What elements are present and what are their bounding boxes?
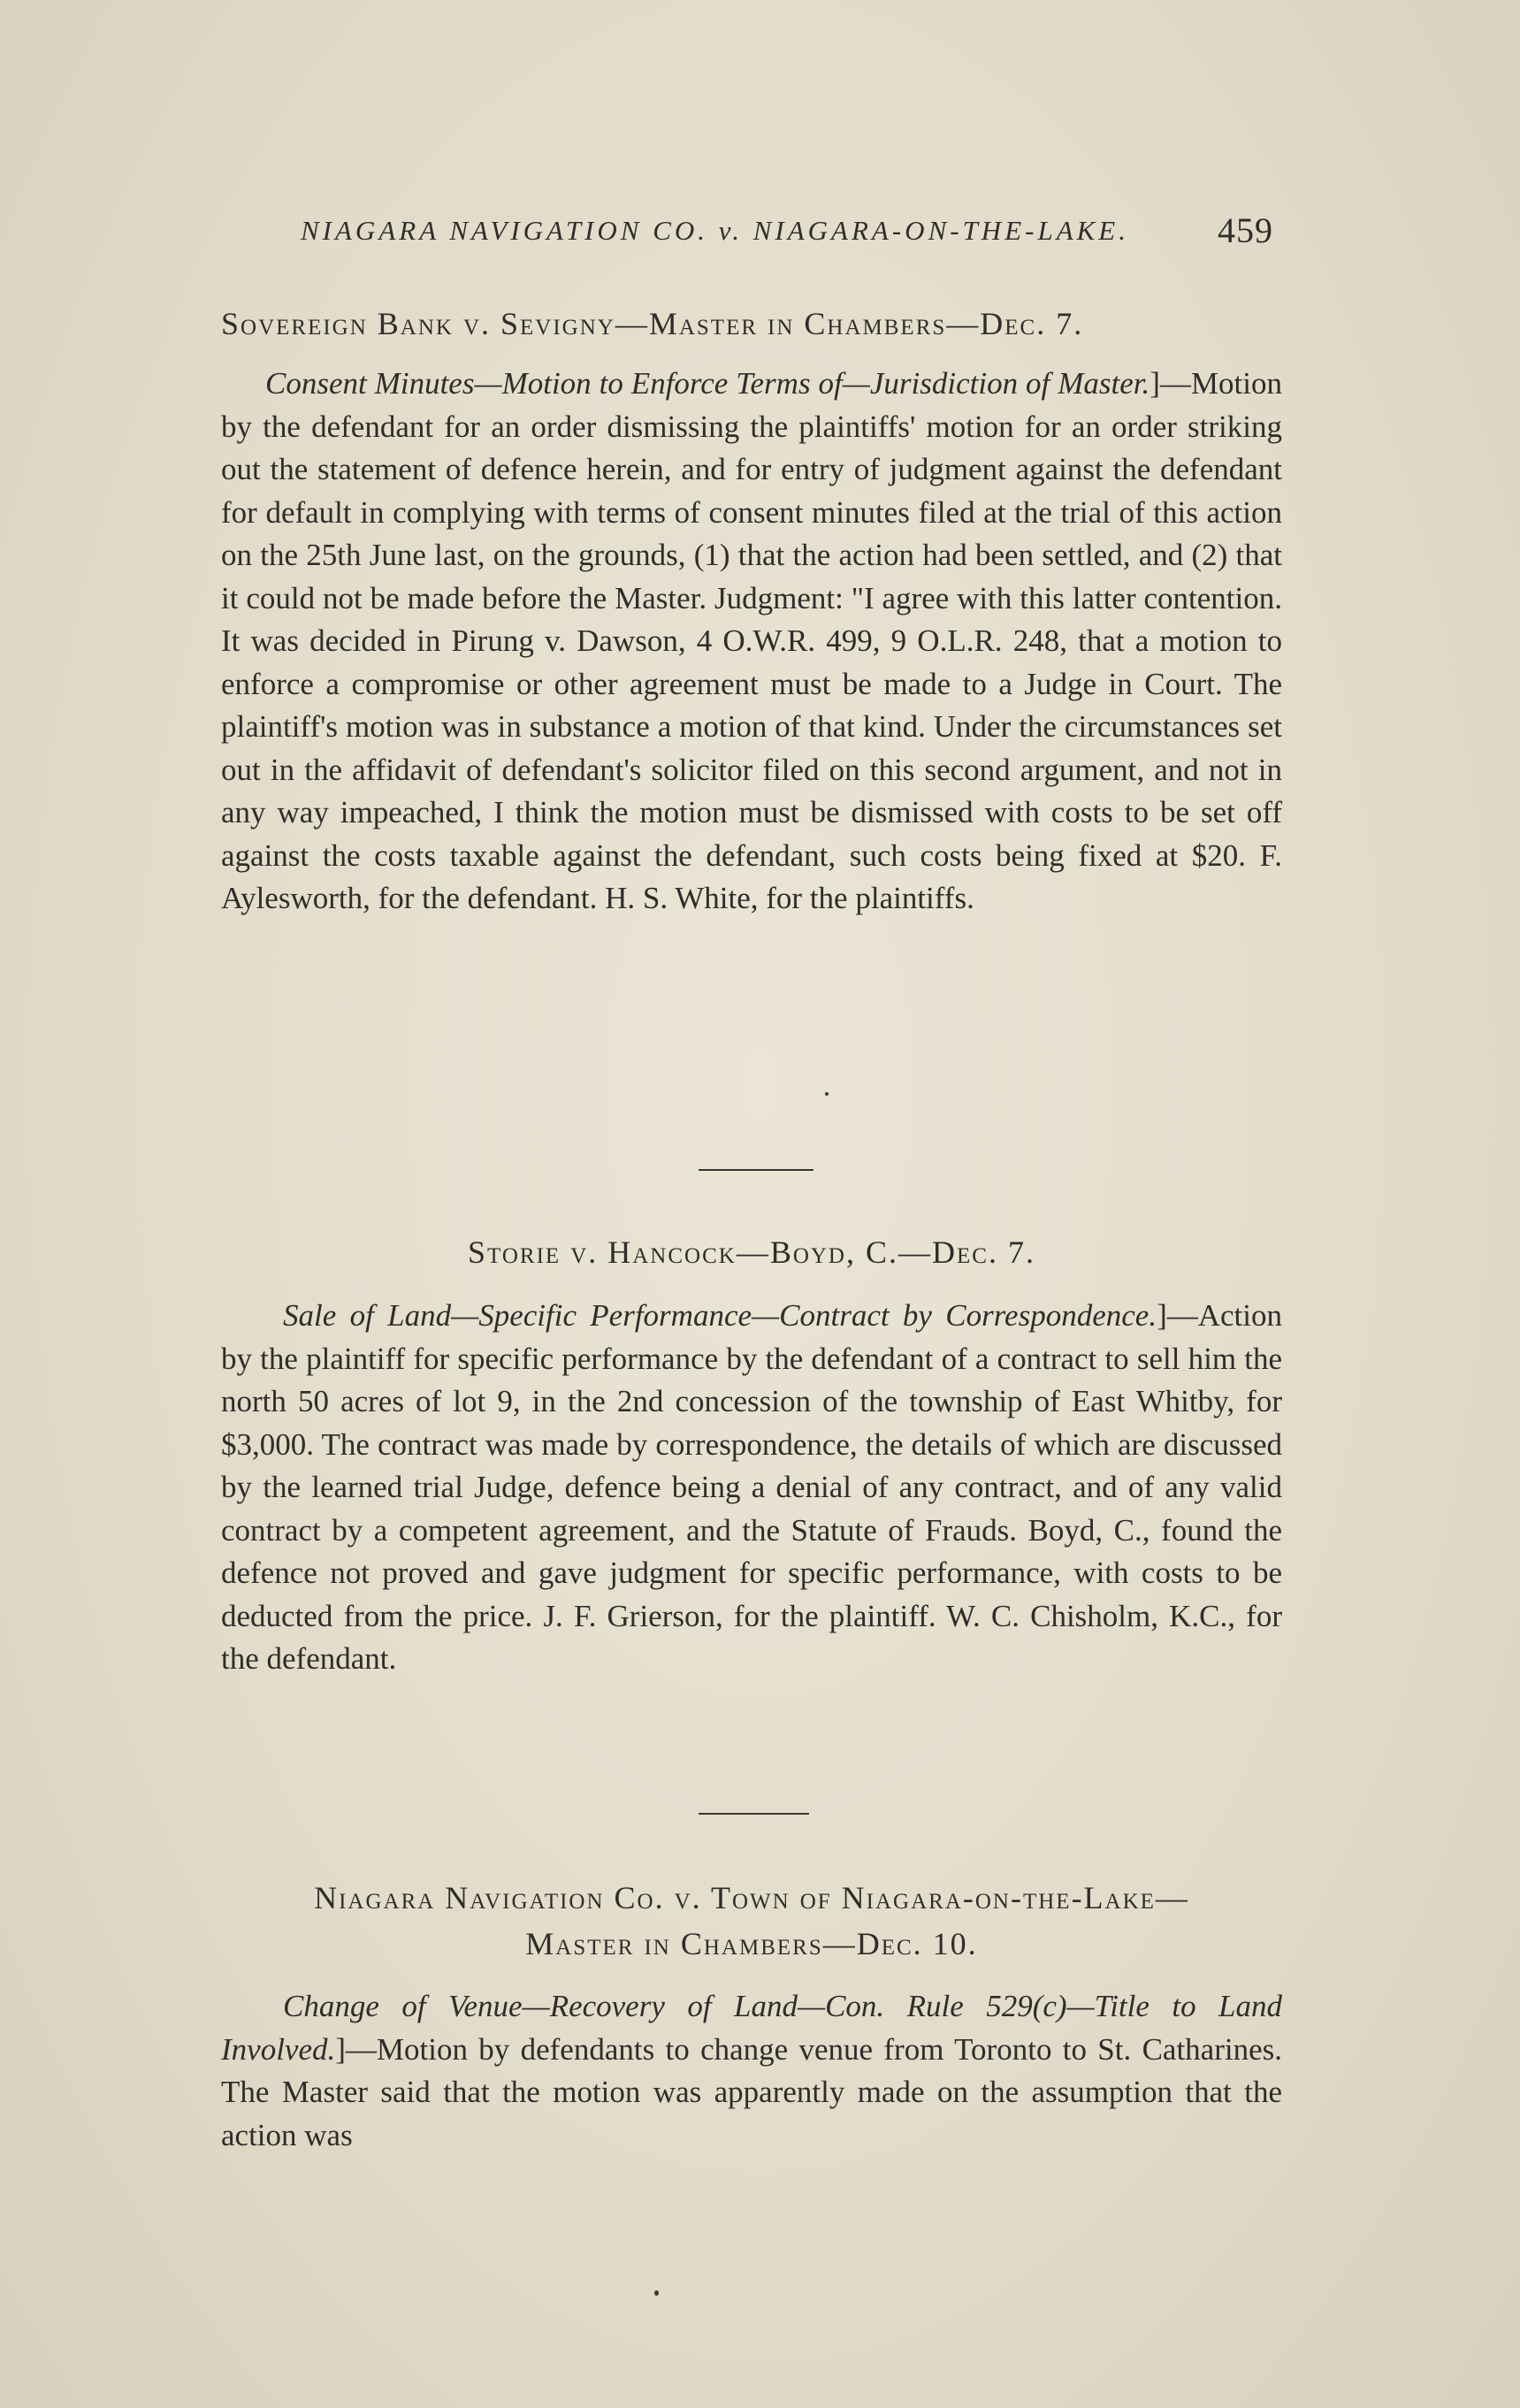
ink-speck [654,2290,659,2296]
case-heading: Sovereign Bank v. Sevigny—Master in Chambers—Dec. 7. [221,306,1084,341]
case-storie-body [221,1295,1282,1681]
case-text [221,1295,1282,1681]
case-body-text: ]—Motion by defendants to change venue from Toronto to St. Catharines. The Master said that the motion was apparently made on the assumption that the action was [221,2031,1282,2152]
case-niagara-navigation [221,1875,1282,1967]
case-sovereign-bank [221,301,1282,347]
case-storie [221,1229,1282,1275]
case-body-text: ]—Action by the plaintiff for specific performance by the defendant of a contract to sell him the north 50 acres of lot 9, in the 2nd concession of the township of East Whitby, for $3,000. The contract was made by correspondence, the details of which are discussed by the learned trial Judge, defence being a denial of any contract, and of any valid contract by a competent agreement, and the Statute of Frauds. Boyd, C., found the defence not proved and gave judgment for specific performance, with costs to be deducted from the price. J. F. Grierson, for the plaintiff. W. C. Chisholm, K.C., for the defendant. [221,1298,1282,1676]
case-headnote: Sale of Land—Specific Performance—Contract by Correspondence. [283,1298,1157,1333]
case-niagara-navigation-body [221,1985,1282,2157]
case-text [221,363,1282,921]
case-sovereign-bank-body [221,363,1282,921]
page-number: 459 [1218,210,1273,250]
case-headnote: Change of Venue—Recovery of Land—Con. Rule 529(c)—Title to Land Involved. [221,1989,1282,2067]
section-divider [699,1813,809,1815]
case-headnote: Consent Minutes—Motion to Enforce Terms of—Jurisdiction of Master. [265,366,1150,401]
running-head [301,210,1273,250]
section-divider [699,1169,813,1171]
case-heading: Storie v. Hancock—Boyd, C.—Dec. 7. [468,1235,1035,1270]
case-text [221,1985,1282,2157]
running-head-title: NIAGARA NAVIGATION CO. v. NIAGARA-ON-THE-LAKE. [301,215,1129,246]
ink-speck [825,1092,829,1096]
case-heading-line1: Niagara Navigation Co. v. Town of Niagara-on-the-Lake— [314,1880,1189,1915]
case-heading-line2: Master in Chambers—Dec. 10. [525,1926,978,1961]
case-body-text: ]—Motion by the defendant for an order dismissing the plaintiffs' motion for an order striking out the statement of defence herein, and for entry of judgment against the defendant for default in complying with terms of consent minutes filed at the trial of this action on the 25th June last, on the grounds, (1) that the action had been settled, and (2) that it could not be made before the Master. Judgment: "I agree with this latter contention. It was decided in Pirung v. Dawson, 4 O.W.R. 499, 9 O.L.R. 248, that a motion to enforce a compromise or other agreement must be made to a Judge in Court. The plaintiff's motion was in substance a motion of that kind. Under the circumstances set out in the affidavit of defendant's solicitor filed on this second argument, and not in any way impeached, I think the motion must be dismissed with costs to be set off against the costs taxable against the defendant, such costs being fixed at $20. F. Aylesworth, for the defendant. H. S. White, for the plaintiffs. [221,366,1282,915]
